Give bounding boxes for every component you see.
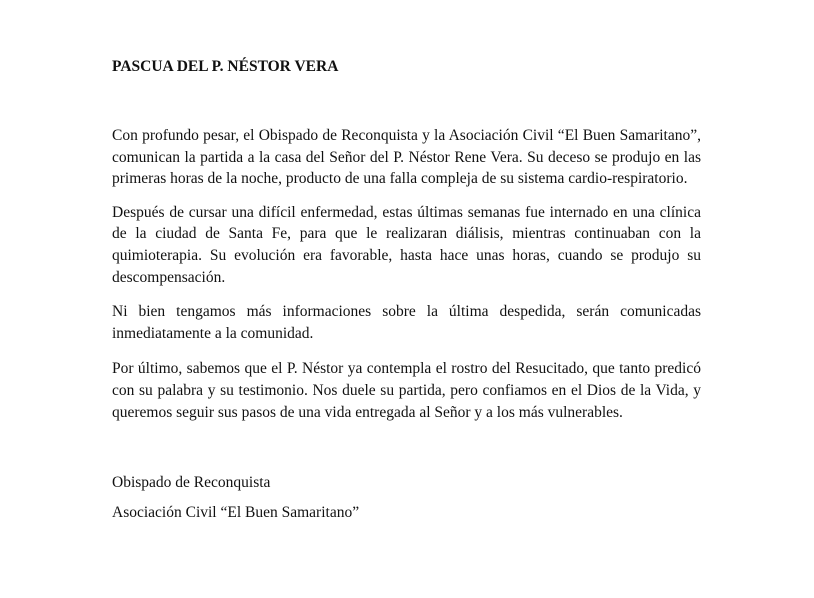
signature-asociacion: Asociación Civil “El Buen Samaritano”	[112, 504, 360, 522]
document-title: PASCUA DEL P. NÉSTOR VERA	[112, 58, 339, 75]
document-page	[112, 56, 701, 524]
paragraph-announcement: Con profundo pesar, el Obispado de Reconquista y la Asociación Civil “El Buen Samaritano”, comunican la partida a la casa del Señor del P. Néstor Rene Vera. Su deceso se produjo en las primeras horas de la noche, producto de una falla compleja de su sistema cardio-respiratorio.	[112, 127, 701, 188]
paragraph-farewell-info: Ni bien tengamos más informaciones sobre la última despedida, serán comunicadas inmediatamente a la comunidad.	[112, 303, 701, 342]
signature-obispado: Obispado de Reconquista	[112, 474, 271, 492]
paragraph-illness: Después de cursar una difícil enfermedad, estas últimas semanas fue internado en una clínica de la ciudad de Santa Fe, para que le realizaran diálisis, mientras continuaban con la quimioterapia. Su evolución era favorable, hasta hace unas horas, cuando se produjo su descompensación.	[112, 203, 701, 286]
paragraph-closing: Por último, sabemos que el P. Néstor ya contempla el rostro del Resucitado, que tanto predicó con su palabra y su testimonio. Nos duele su partida, pero confiamos en el Dios de la Vida, y queremos seguir sus pasos de una vida entregada al Señor y a los más vulnerables.	[112, 360, 701, 421]
